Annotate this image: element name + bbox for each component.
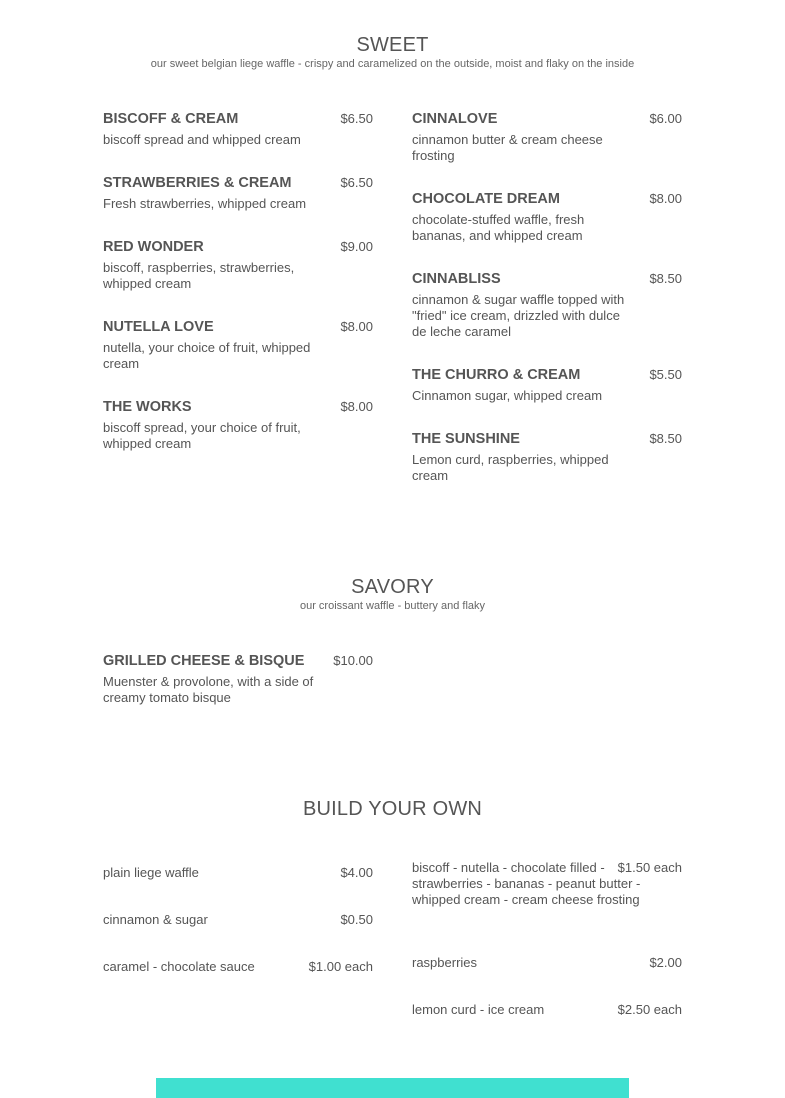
item-price: $9.00 xyxy=(340,239,373,254)
option-price: $4.00 xyxy=(340,865,373,880)
option-name: plain liege waffle xyxy=(103,865,199,880)
build-your-own-section-title: BUILD YOUR OWN xyxy=(302,798,483,820)
savory-section-subtitle: our croissant waffle - buttery and flaky xyxy=(299,600,486,612)
item-price: $8.00 xyxy=(340,399,373,414)
item-price: $6.50 xyxy=(340,111,373,126)
item-name: GRILLED CHEESE & BISQUE xyxy=(103,653,305,669)
item-description: cinnamon & sugar waffle topped with "fried" ice cream, drizzled with dulce de leche caramel xyxy=(412,292,625,339)
footer-banner xyxy=(156,1078,629,1098)
item-name: THE CHURRO & CREAM xyxy=(412,367,581,383)
item-name: STRAWBERRIES & CREAM xyxy=(103,175,292,191)
item-price: $6.00 xyxy=(649,111,682,126)
item-description: biscoff spread and whipped cream xyxy=(103,132,301,147)
option-name: caramel - chocolate sauce xyxy=(103,959,255,974)
option-name: lemon curd - ice cream xyxy=(412,1002,545,1017)
option-price: $1.00 each xyxy=(308,959,373,974)
savory-section-title: SAVORY xyxy=(351,576,434,598)
item-price: $8.50 xyxy=(649,431,682,446)
item-price: $8.00 xyxy=(649,191,682,206)
option-price: $2.50 each xyxy=(617,1002,682,1017)
option-name: raspberries xyxy=(412,955,478,970)
option-price: $1.50 each xyxy=(617,860,682,875)
item-description: biscoff, raspberries, strawberries, whipped cream xyxy=(103,260,295,291)
item-name: CHOCOLATE DREAM xyxy=(412,191,560,207)
item-name: THE SUNSHINE xyxy=(412,431,520,447)
item-price: $8.00 xyxy=(340,319,373,334)
option-price: $0.50 xyxy=(340,912,373,927)
item-name: NUTELLA LOVE xyxy=(103,319,214,335)
item-name: CINNALOVE xyxy=(412,111,498,127)
item-description: nutella, your choice of fruit, whipped cream xyxy=(103,340,311,371)
item-description: biscoff spread, your choice of fruit, whipped cream xyxy=(103,420,301,451)
sweet-section-subtitle: our sweet belgian liege waffle - crispy and caramelized on the outside, moist and flaky on the inside xyxy=(150,58,635,70)
item-description: Fresh strawberries, whipped cream xyxy=(103,196,307,211)
sweet-section-title: SWEET xyxy=(356,34,429,56)
item-name: THE WORKS xyxy=(103,399,192,415)
option-name: biscoff - nutella - chocolate filled - strawberries - bananas - peanut butter - whipped cream - cream cheese frosting xyxy=(412,860,641,907)
item-price: $10.00 xyxy=(333,653,373,668)
item-description: cinnamon butter & cream cheese frosting xyxy=(412,132,603,163)
item-description: chocolate-stuffed waffle, fresh bananas, and whipped cream xyxy=(412,212,585,243)
item-name: CINNABLISS xyxy=(412,271,501,287)
item-price: $8.50 xyxy=(649,271,682,286)
item-description: Cinnamon sugar, whipped cream xyxy=(412,388,603,403)
item-name: BISCOFF & CREAM xyxy=(103,111,239,127)
item-name: RED WONDER xyxy=(103,239,204,255)
item-description: Lemon curd, raspberries, whipped cream xyxy=(412,452,609,483)
item-price: $6.50 xyxy=(340,175,373,190)
item-price: $5.50 xyxy=(649,367,682,382)
item-description: Muenster & provolone, with a side of creamy tomato bisque xyxy=(103,674,314,705)
option-price: $2.00 xyxy=(649,955,682,970)
option-name: cinnamon & sugar xyxy=(103,912,208,927)
